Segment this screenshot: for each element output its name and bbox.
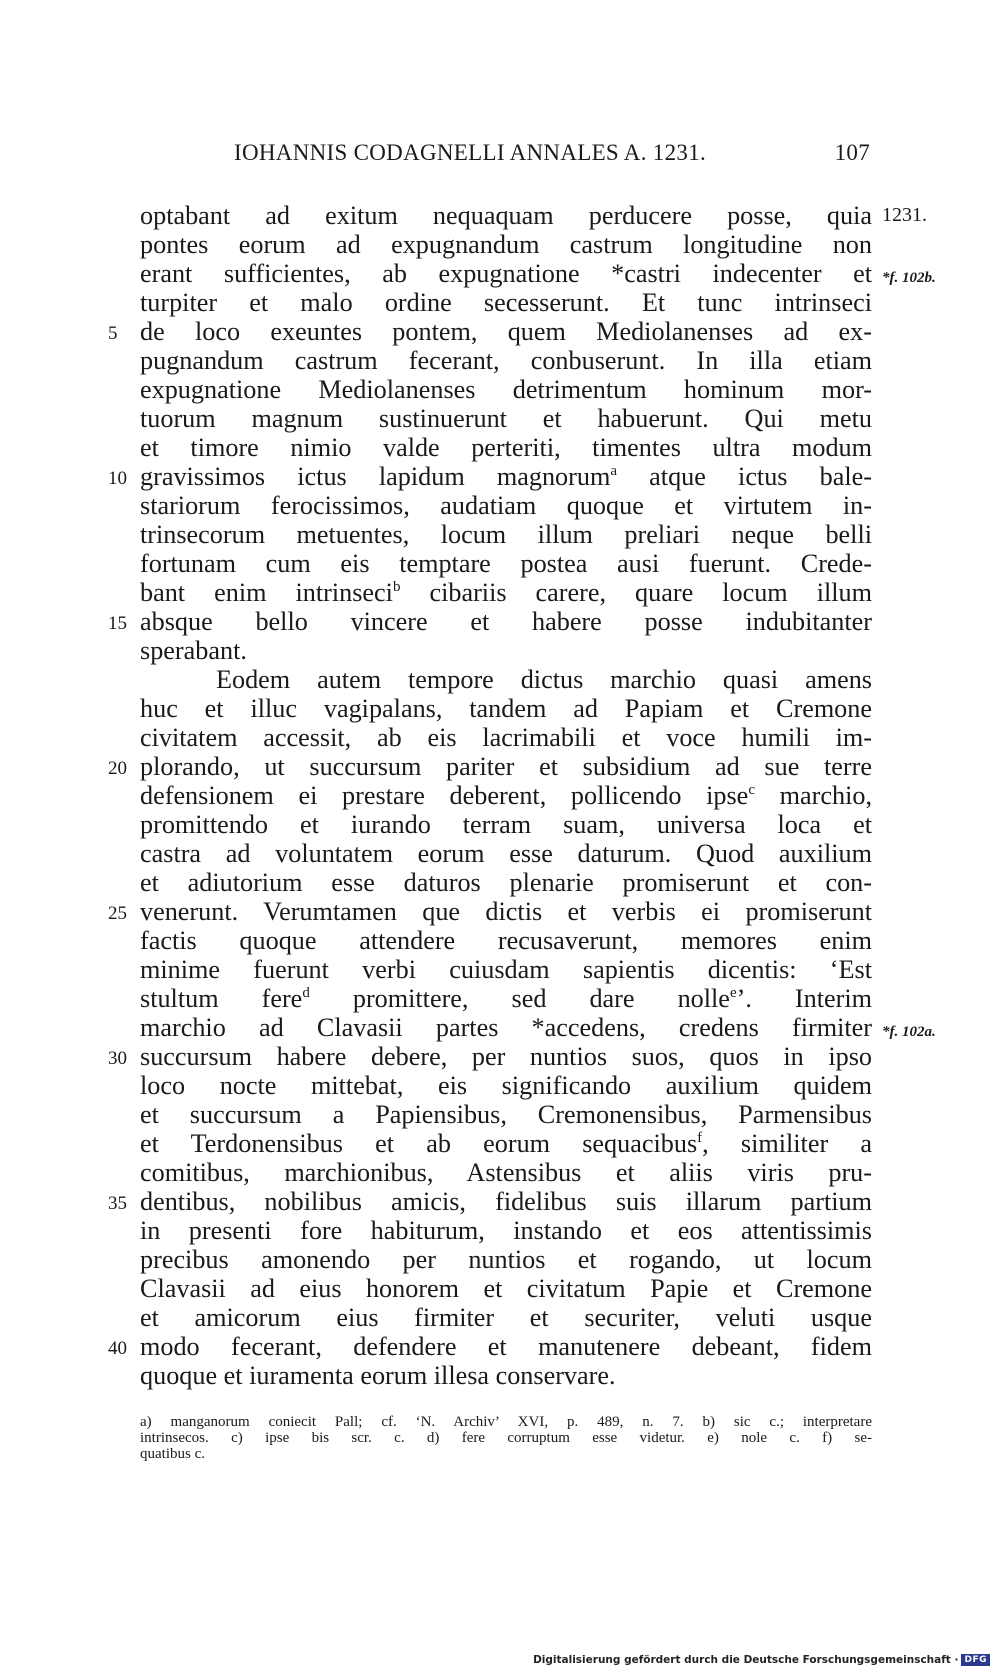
line-text: erant sufficientes, ab expugnatione *castri indecenter et (140, 259, 872, 288)
line-number: 35 (108, 1193, 127, 1214)
line-text: in presenti fore habiturum, instando et eos attentissimis (140, 1216, 872, 1245)
text-line (140, 1245, 872, 1274)
text-line (140, 810, 872, 839)
line-number: 30 (108, 1048, 127, 1069)
line-text: et succursum a Papiensibus, Cremonensibus, Parmensibus (140, 1100, 872, 1129)
footnote-marker: f (697, 1130, 703, 1146)
footnote-marker: a (610, 463, 618, 479)
footnote-marker: c (748, 782, 755, 798)
footnote-marker: d (302, 985, 310, 1001)
text-line (140, 1158, 872, 1187)
line-text: et adiutorium esse daturos plenarie promiserunt et con- (140, 868, 872, 897)
line-text: precibus amonendo per nuntios et rogando, ut locum (140, 1245, 872, 1274)
text-line (140, 955, 872, 984)
text-line (108, 897, 872, 926)
credit-text: Digitalisierung gefördert durch die Deutsche Forschungsgemeinschaft · (533, 1654, 959, 1666)
line-text: factis quoque attendere recusaverunt, memores enim (140, 926, 872, 955)
text-line (140, 201, 927, 230)
text-line (140, 433, 872, 462)
text-line (108, 462, 872, 491)
line-text: turpiter et malo ordine secesserunt. Et tunc intrinseci (140, 288, 872, 317)
line-text: civitatem accessit, ab eis lacrimabili et voce humili im- (140, 723, 872, 752)
line-text: et timore nimio valde perteriti, timentes ultra modum (140, 433, 872, 462)
page-number: 107 (834, 140, 870, 165)
line-text: bant enim intrinseci (140, 578, 393, 607)
line-text: huc et illuc vagipalans, tandem ad Papiam et Cremone (140, 694, 872, 723)
line-number: 40 (108, 1338, 127, 1359)
line-text: dentibus, nobilibus amicis, fidelibus suis illarum partium (140, 1187, 872, 1216)
line-text: loco nocte mittebat, eis significando auxilium quidem (140, 1071, 872, 1100)
footnote-marker: e (729, 985, 737, 1001)
line-number: 5 (108, 323, 118, 344)
text-line (140, 781, 872, 810)
line-text: pontes eorum ad expugnandum castrum longitudine non (140, 230, 872, 259)
line-text: et Terdonensibus et ab eorum sequacibus (140, 1129, 698, 1158)
line-text-continued: atque ictus bale- (617, 462, 872, 491)
text-line (140, 230, 872, 259)
line-text: defensionem ei prestare deberent, pollicendo ipse (140, 781, 749, 810)
footnote-line: intrinsecos. c) ipse bis scr. c. d) fere corruptum esse videtur. e) nole c. f) se- (140, 1430, 872, 1446)
text-line (140, 520, 872, 549)
line-text: succursum habere debere, per nuntios suos, quos in ipso (140, 1042, 872, 1071)
text-line (140, 1361, 872, 1390)
running-head-title: IOHANNIS CODAGNELLI ANNALES A. 1231. (234, 140, 707, 165)
text-line (140, 1216, 872, 1245)
line-text: marchio ad Clavasii partes *accedens, credens firmiter (140, 1013, 872, 1042)
text-line (140, 984, 872, 1013)
line-text-continued: ’. Interim (736, 984, 872, 1013)
line-text: sperabant. (140, 636, 247, 665)
text-line (108, 752, 872, 781)
line-text: stultum fere (140, 984, 303, 1013)
dfg-logo: DFG (961, 1654, 990, 1666)
main-text (108, 201, 936, 1390)
footnote-line: quatibus c. (140, 1446, 205, 1462)
text-line (140, 665, 872, 694)
text-line (140, 491, 872, 520)
line-text: et amicorum eius firmiter et securiter, veluti usque (140, 1303, 872, 1332)
text-line (108, 1187, 872, 1216)
text-line (140, 723, 872, 752)
text-line (140, 549, 872, 578)
line-text-continued: cibariis carere, quare locum illum (400, 578, 872, 607)
line-text: expugnatione Mediolanenses detrimentum hominum mor- (140, 375, 872, 404)
text-line (140, 1100, 872, 1129)
line-text: trinsecorum metuentes, locum illum preliari neque belli (140, 520, 872, 549)
line-text-continued: marchio, (754, 781, 872, 810)
line-text: comitibus, marchionibus, Astensibus et aliis viris pru- (140, 1158, 872, 1187)
line-number: 25 (108, 903, 127, 924)
line-text: minime fuerunt verbi cuiusdam sapientis dicentis: ‘Est (140, 955, 872, 984)
text-line (140, 404, 872, 433)
text-line (108, 317, 872, 346)
line-text: gravissimos ictus lapidum magnorum (140, 462, 611, 491)
text-line (140, 288, 872, 317)
footnote-marker: b (392, 579, 401, 595)
line-text: de loco exeuntes pontem, quem Mediolanenses ad ex- (140, 317, 872, 346)
footnote-line: a) manganorum coniecit Pall; cf. ‘N. Archiv’ XVI, p. 489, n. 7. b) sic c.; interpretare (140, 1414, 872, 1430)
text-line (140, 346, 872, 375)
digitization-credit (533, 1654, 990, 1666)
line-text: venerunt. Verumtamen que dictis et verbis ei promiserunt (140, 897, 872, 926)
folio-marker: *f. 102b. (882, 270, 936, 286)
line-number: 15 (108, 613, 127, 634)
line-text: Eodem autem tempore dictus marchio quasi amens (216, 665, 872, 694)
text-line (140, 839, 872, 868)
text-line (140, 578, 872, 607)
text-line (140, 1274, 872, 1303)
line-text: stariorum ferocissimos, audatiam quoque et virtutem in- (140, 491, 872, 520)
line-text: Clavasii ad eius honorem et civitatum Papie et Cremone (140, 1274, 872, 1303)
text-line (108, 1332, 872, 1361)
line-number: 20 (108, 758, 127, 779)
text-line (140, 868, 872, 897)
text-line (108, 607, 872, 636)
text-line (108, 1042, 872, 1071)
text-line (140, 1013, 936, 1042)
text-line (140, 694, 872, 723)
line-text: modo fecerant, defendere et manutenere debeant, fidem (140, 1332, 872, 1361)
folio-marker: *f. 102a. (882, 1024, 936, 1040)
text-line (140, 1129, 872, 1158)
year-marker: 1231. (882, 204, 927, 226)
line-text: fortunam cum eis temptare postea ausi fuerunt. Crede- (140, 549, 872, 578)
line-text: tuorum magnum sustinuerunt et habuerunt. Qui metu (140, 404, 872, 433)
footnotes (140, 1414, 872, 1462)
line-text: pugnandum castrum fecerant, conbuserunt. In illa etiam (140, 346, 872, 375)
line-text: plorando, ut succursum pariter et subsidium ad sue terre (140, 752, 872, 781)
line-text-continued: , similiter a (702, 1129, 872, 1158)
line-number: 10 (108, 468, 127, 489)
line-text: quoque et iuramenta eorum illesa conservare. (140, 1361, 616, 1390)
line-text: optabant ad exitum nequaquam perducere posse, quia (140, 201, 872, 230)
text-line (140, 1071, 872, 1100)
line-text: absque bello vincere et habere posse indubitanter (140, 607, 872, 636)
text-line (140, 636, 872, 665)
text-line (140, 375, 872, 404)
text-line (140, 1303, 872, 1332)
line-text-continued: promittere, sed dare nolle (309, 984, 730, 1013)
line-text: promittendo et iurando terram suam, universa loca et (140, 810, 872, 839)
text-line (140, 926, 872, 955)
line-text: castra ad voluntatem eorum esse daturum. Quod auxilium (140, 839, 872, 868)
text-line (140, 259, 936, 288)
